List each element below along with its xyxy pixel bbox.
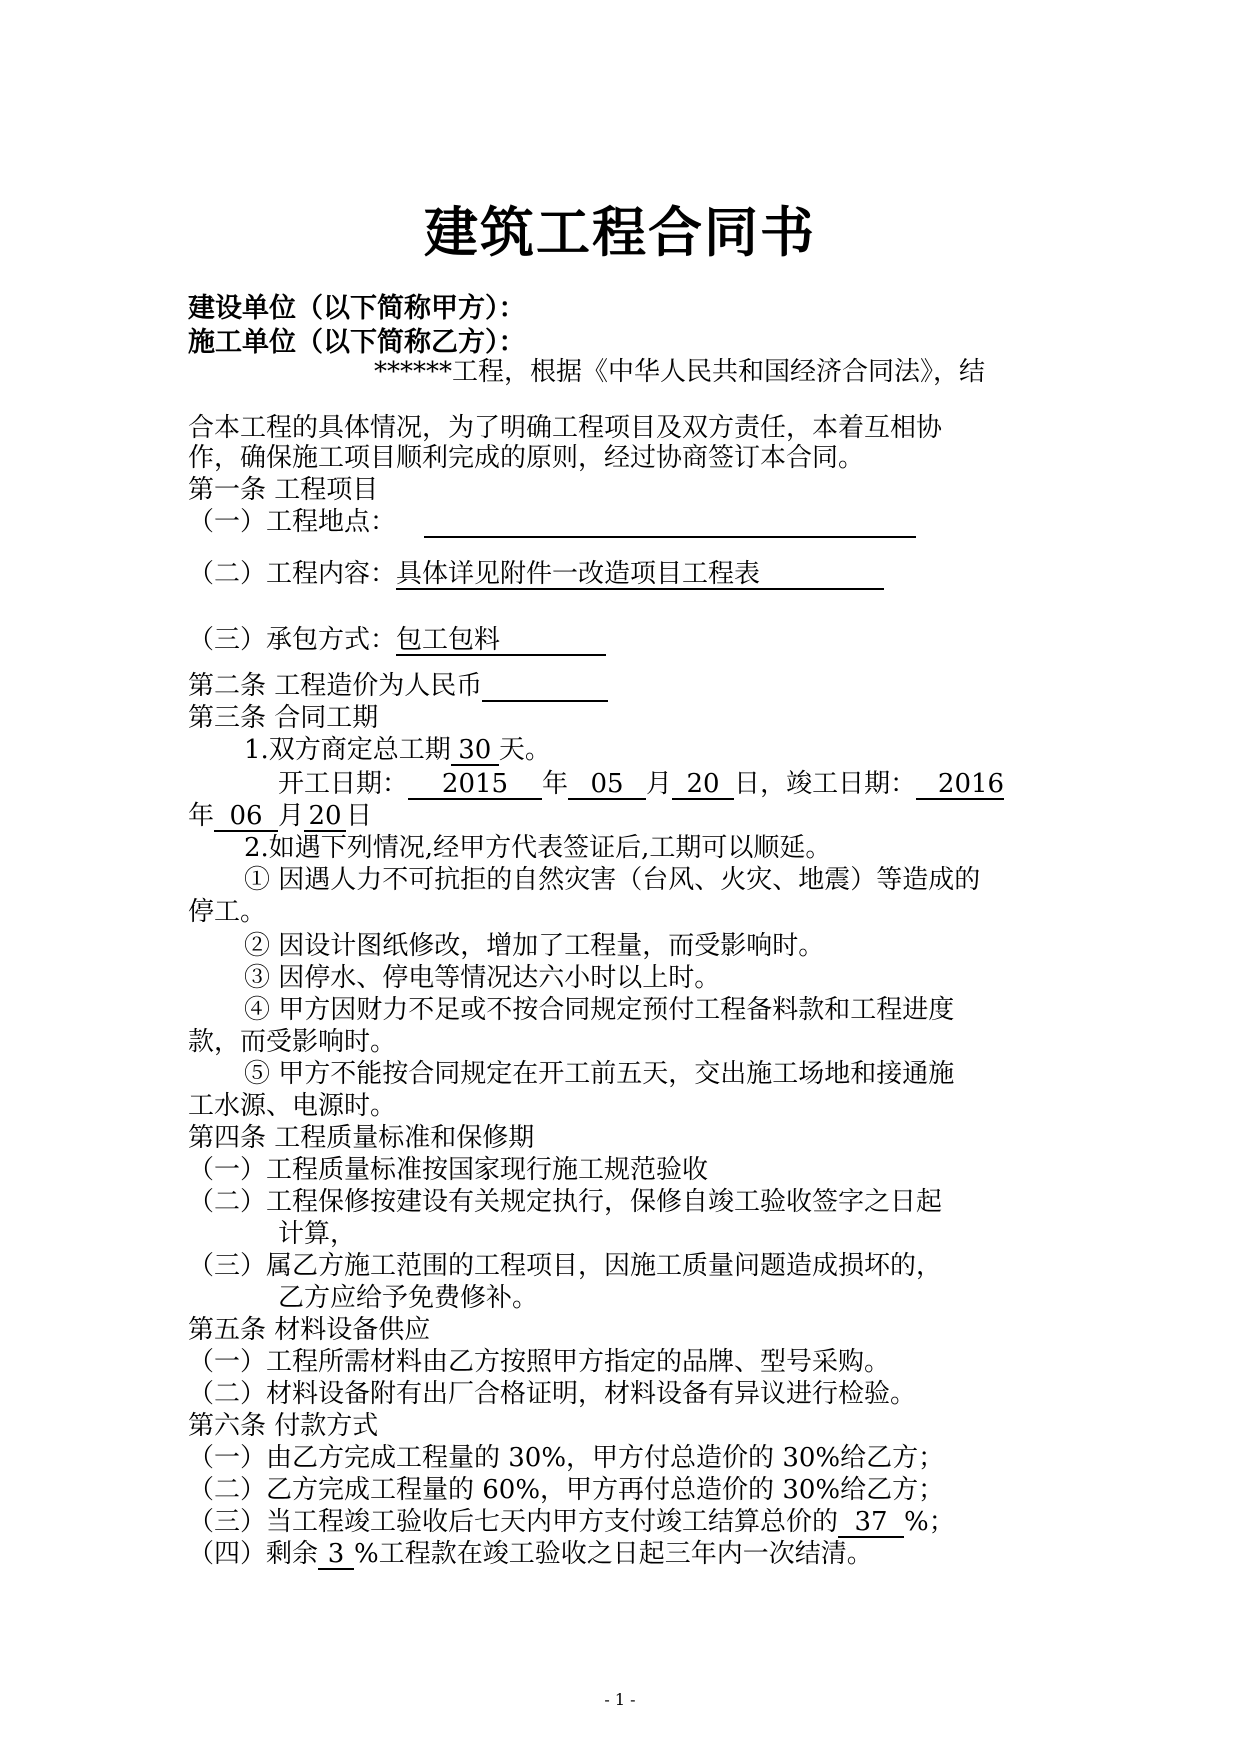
party-a-label: 建设单位（以下简称甲方）： xyxy=(188,293,526,324)
project-site-row xyxy=(188,506,916,538)
retention-percent: 3 xyxy=(318,1540,354,1570)
condition-1-line-2: 停工。 xyxy=(188,897,267,927)
article-4-item-3-line-1: （三）属乙方施工范围的工程项目，因施工质量问题造成损坏的， xyxy=(188,1251,943,1281)
article-6-item-3: （三）当工程竣工验收后七天内甲方支付竣工结算总价的 37 %； xyxy=(188,1507,955,1537)
dates-row: 开工日期： 2015 年 05 月 20 日，竣工日期： 2016 xyxy=(278,769,1005,799)
total-duration-row: 1.双方商定总工期 30 天。 xyxy=(244,735,551,765)
project-site-blank xyxy=(424,512,916,538)
start-day: 20 xyxy=(672,770,734,800)
article-6-item-4: （四）剩余 3 %工程款在竣工验收之日起三年内一次结清。 xyxy=(188,1539,873,1569)
article-6-item-2: （二）乙方完成工程量的 60%，甲方再付总造价的 30%给乙方； xyxy=(188,1475,945,1505)
contract-mode-value: 包工包料 xyxy=(396,626,606,656)
contract-mode-label: （三）承包方式： xyxy=(188,625,397,655)
condition-4-line-2: 款，而受影响时。 xyxy=(188,1027,397,1057)
condition-2: ② 因设计图纸修改，增加了工程量，而受影响时。 xyxy=(244,931,825,961)
article-5-item-2: （二）材料设备附有出厂合格证明，材料设备有异议进行检验。 xyxy=(188,1379,917,1409)
page-number: - 1 - xyxy=(604,1690,636,1709)
condition-3: ③ 因停水、停电等情况达六小时以上时。 xyxy=(244,963,721,993)
article-4-heading: 第四条 工程质量标准和保修期 xyxy=(188,1123,535,1153)
condition-1-line-1: ① 因遇人力不可抗拒的自然灾害（台风、火灾、地震）等造成的 xyxy=(244,865,981,895)
document-title: 建筑工程合同书 xyxy=(424,201,816,264)
intro-line-3: 作，确保施工项目顺利完成的原则，经过协商签订本合同。 xyxy=(188,443,865,473)
end-month: 06 xyxy=(214,802,278,832)
article-4-item-1: （一）工程质量标准按国家现行施工规范验收 xyxy=(188,1155,709,1185)
dates-row-cont: 年 06 月 20 日 xyxy=(188,801,373,831)
article-5-item-1: （一）工程所需材料由乙方按照甲方指定的品牌、型号采购。 xyxy=(188,1347,891,1377)
article-4-item-2-line-2: 计算， xyxy=(278,1219,357,1249)
article-3-heading: 第三条 合同工期 xyxy=(188,703,379,733)
end-year: 2016 xyxy=(916,770,1004,800)
start-year: 2015 xyxy=(408,770,542,800)
article-2-row xyxy=(188,670,608,702)
contract-mode-row xyxy=(188,624,606,656)
project-site-label: （一）工程地点： xyxy=(188,507,397,537)
end-day: 20 xyxy=(304,802,346,832)
intro-line-1: ******工程，根据《中华人民共和国经济合同法》，结 xyxy=(374,357,986,387)
article-4-item-3-line-2: 乙方应给予免费修补。 xyxy=(278,1283,539,1313)
condition-5-line-2: 工水源、电源时。 xyxy=(188,1091,397,1121)
article-6-item-1: （一）由乙方完成工程量的 30%，甲方付总造价的 30%给乙方； xyxy=(188,1443,945,1473)
intro-line-2: 合本工程的具体情况，为了明确工程项目及双方责任，本着互相协 xyxy=(188,413,943,443)
condition-5-line-1: ⑤ 甲方不能按合同规定在开工前五天，交出施工场地和接通施 xyxy=(244,1059,955,1089)
final-payment-percent: 37 xyxy=(838,1508,904,1538)
extension-intro: 2.如遇下列情况,经甲方代表签证后,工期可以顺延。 xyxy=(244,833,832,863)
project-content-label: （二）工程内容： xyxy=(188,559,397,589)
article-5-heading: 第五条 材料设备供应 xyxy=(188,1315,431,1345)
article-2-heading: 第二条 工程造价为人民币 xyxy=(188,671,483,701)
article-4-item-2-line-1: （二）工程保修按建设有关规定执行，保修自竣工验收签字之日起 xyxy=(188,1187,943,1217)
article-1-heading: 第一条 工程项目 xyxy=(188,475,379,505)
project-content-row xyxy=(188,558,884,590)
condition-4-line-1: ④ 甲方因财力不足或不按合同规定预付工程备料款和工程进度 xyxy=(244,995,955,1025)
party-b-label: 施工单位（以下简称乙方）： xyxy=(188,327,526,358)
project-content-value: 具体详见附件一改造项目工程表 xyxy=(396,560,884,590)
contract-price-blank xyxy=(482,676,608,702)
total-days-value: 30 xyxy=(451,736,499,766)
start-month: 05 xyxy=(568,770,646,800)
article-6-heading: 第六条 付款方式 xyxy=(188,1411,379,1441)
